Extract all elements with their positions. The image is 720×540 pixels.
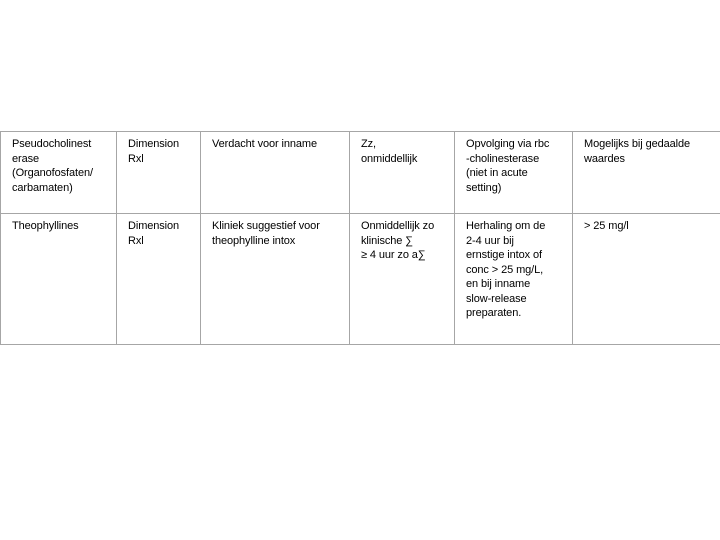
- table-cell-follow-up: Opvolging via rbc -cholinesterase (niet in acute setting): [455, 132, 573, 214]
- table-cell-method: Dimension Rxl: [117, 214, 201, 345]
- table-cell-indication: Kliniek suggestief voor theophylline intox: [201, 214, 350, 345]
- table-row-theophyllines: [1, 214, 720, 345]
- table-cell-threshold: Mogelijks bij gedaalde waardes: [573, 132, 720, 214]
- lab-test-table: [0, 131, 720, 345]
- table-cell-threshold: > 25 mg/l: [573, 214, 720, 345]
- table-row-pseudocholinesterase: [1, 132, 720, 214]
- table-cell-urgency: Onmiddellijk zo klinische ∑ ≥ 4 uur zo a∑: [350, 214, 455, 345]
- table-cell-follow-up: Herhaling om de 2-4 uur bij ernstige intox of conc > 25 mg/L, en bij inname slow-release preparaten.: [455, 214, 573, 345]
- table-cell-test-name: Theophyllines: [1, 214, 117, 345]
- table-cell-indication: Verdacht voor inname: [201, 132, 350, 214]
- table-cell-method: Dimension Rxl: [117, 132, 201, 214]
- table-cell-urgency: Zz, onmiddellijk: [350, 132, 455, 214]
- table-cell-test-name: Pseudocholinest erase (Organofosfaten/ carbamaten): [1, 132, 117, 214]
